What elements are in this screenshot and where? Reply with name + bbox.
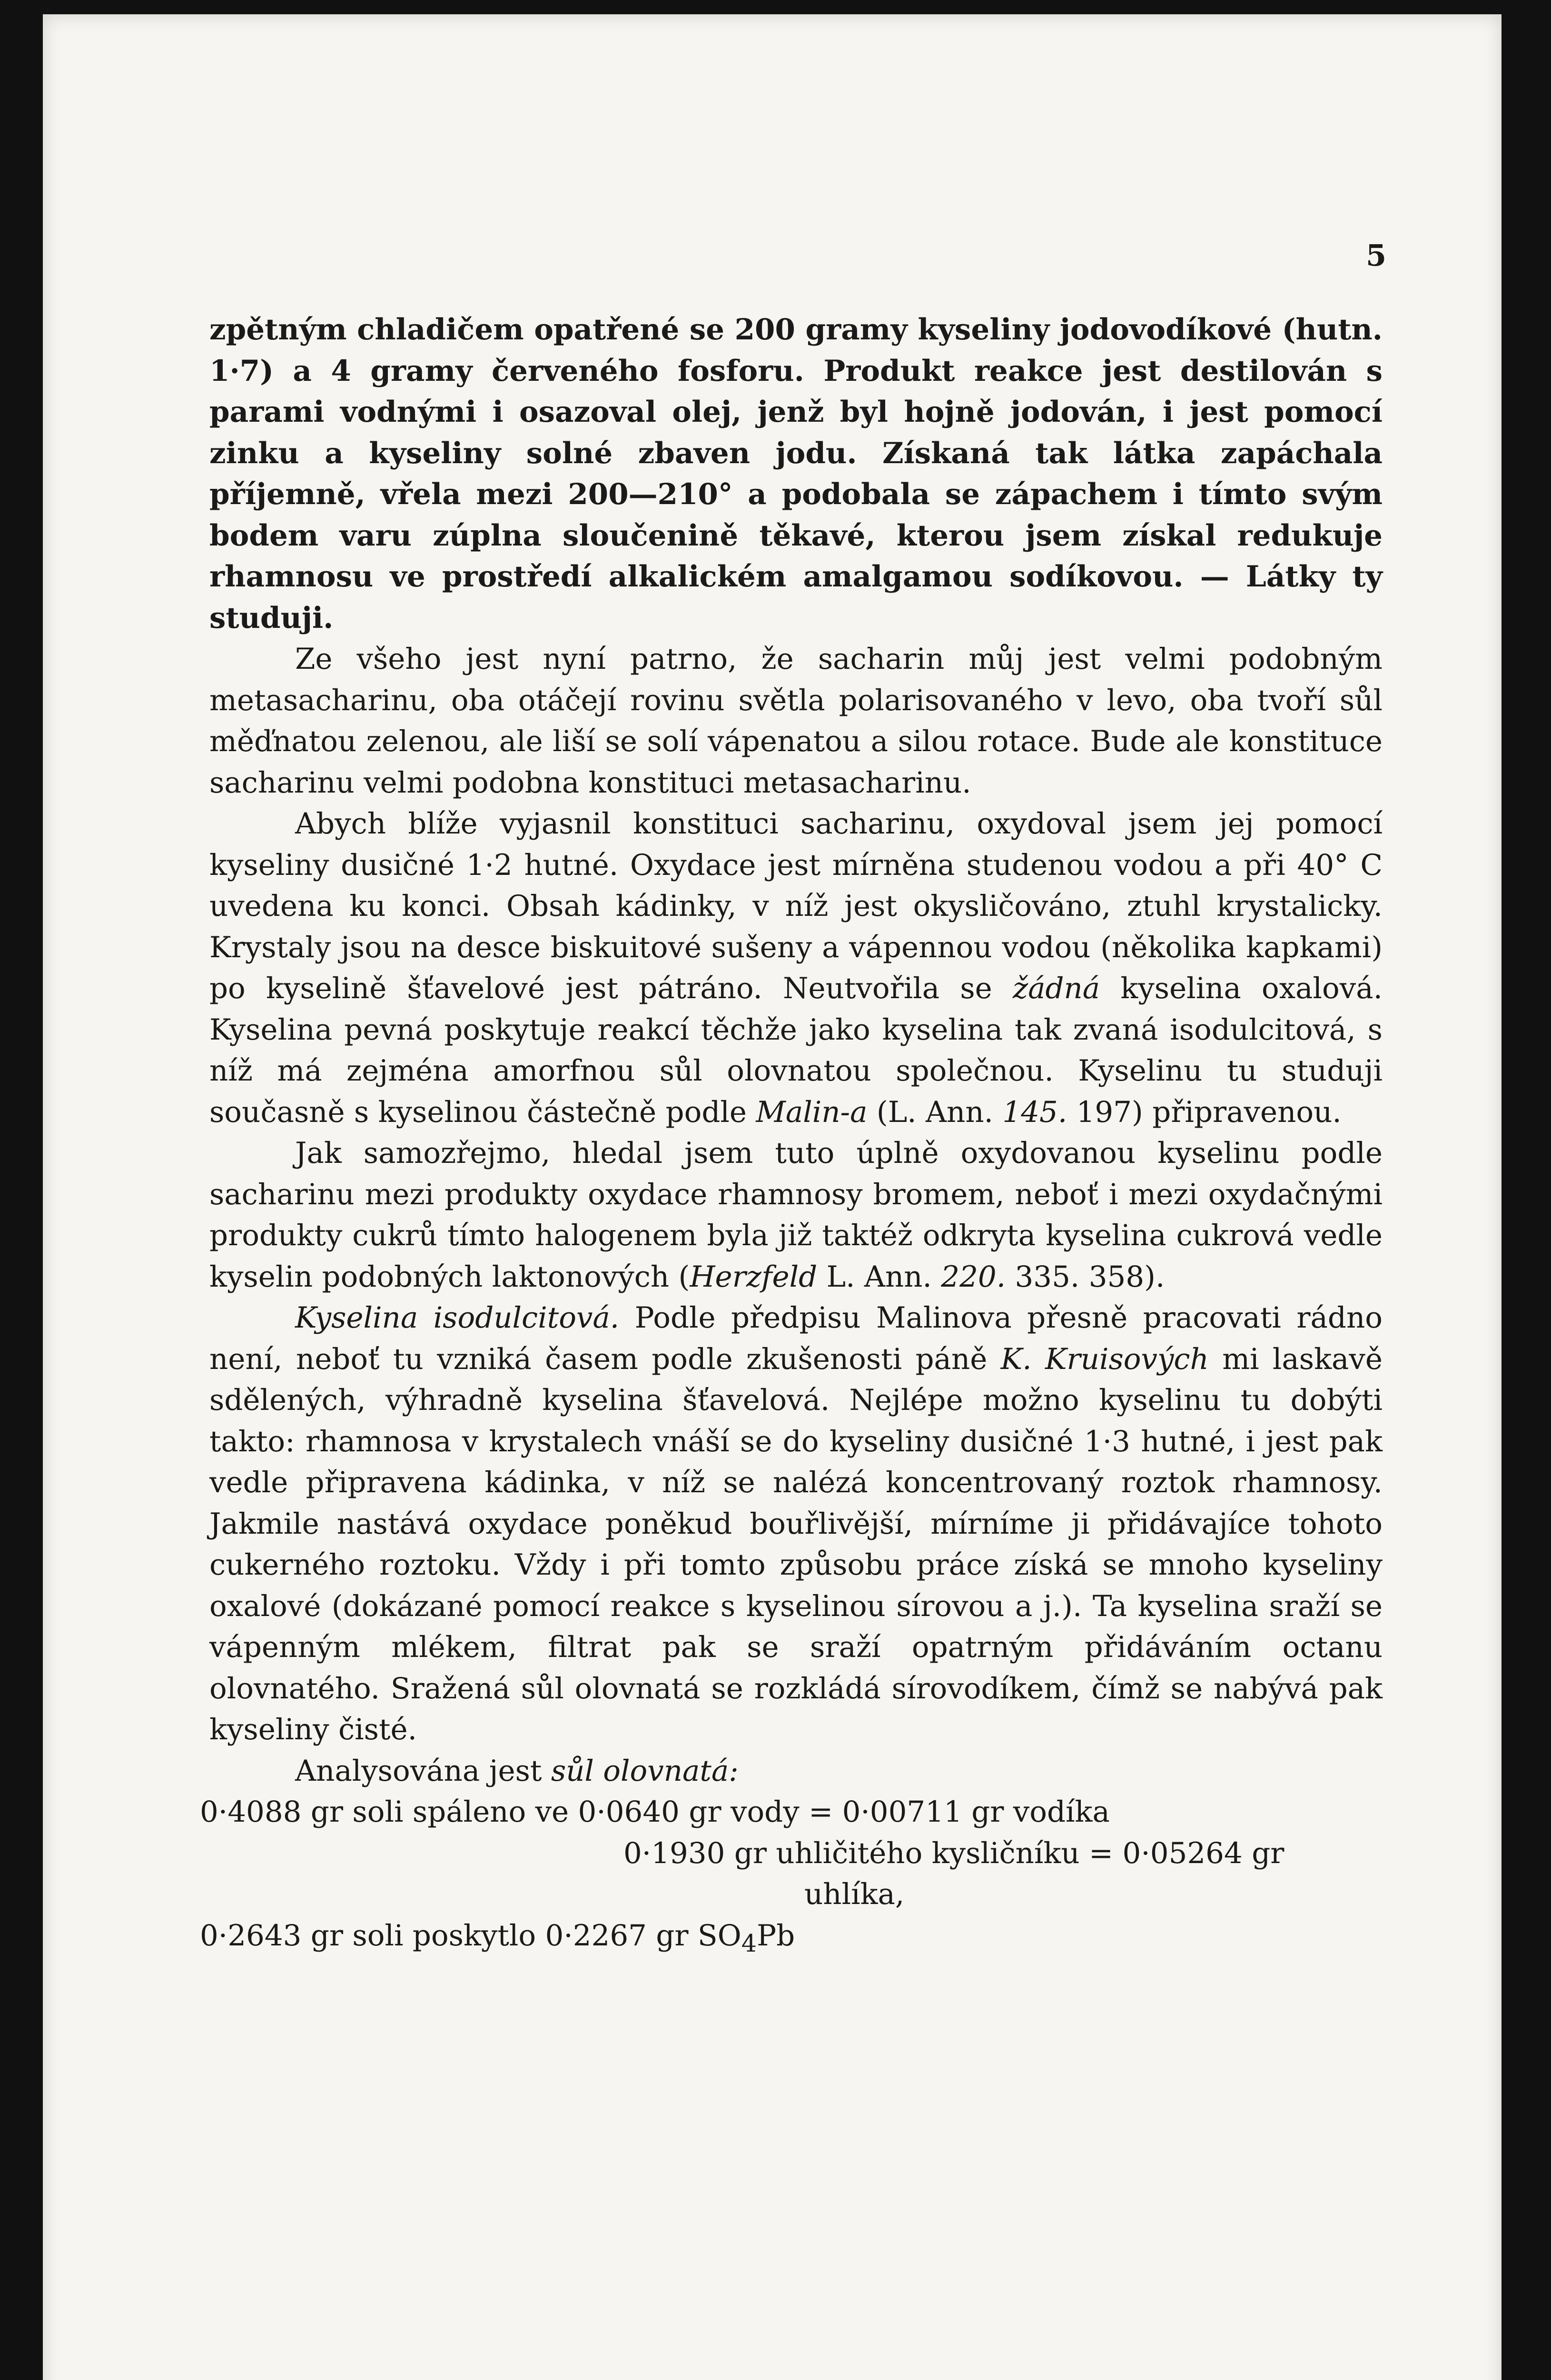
paragraph-5-italic-heading: Kyselina isodulcitová. — [295, 1301, 620, 1335]
paragraph-1: zpětným chladičem opatřené se 200 gramy kyseliny jodovodíkové (hutn. 1·7) a 4 gramy červeného fosforu. Produkt reakce jest destilován s parami vodnými i osazoval olej, jenž byl hojně jodován, i jest pomocí zinku a kyseliny solné zbaven jodu. Získaná tak látka zapáchala příjemně, vřela mezi 200—210° a podobala se zápachem i tímto svým bodem varu zúplna sloučenině těkavé, kterou jsem získal redukuje rhamnosu ve prostředí alkalickém amalgamou sodíkovou. — Látky ty studuji. — [209, 313, 1383, 635]
paragraph-3 — [209, 803, 1383, 1133]
analysis-heading-text: Analysována jest — [295, 1754, 551, 1788]
paragraph-5-text-a: Podle předpisu Malinova přesně pracovati rádno není, neboť tu vzniká časem podle zkušenosti páně — [209, 1301, 1383, 1376]
paragraph-5-text-b: mi laskavě sdělených, výhradně kyselina šťavelová. Nejlépe možno kyselinu tu dobýti takto: rhamnosa v krystalech vnáší se do kyseliny dusičné 1·3 hutné, i jest pak vedle připravena kádinka, v níž se nalézá koncentrovaný roztok rhamnosy. Jakmile nastává oxydace poněkud bouřlivější, mírníme ji přidávajíce tohoto cukerného roztoku. Vždy i při tomto způsobu práce získá se mnoho kyseliny oxalové (dokázané pomocí reakce s kyselinou sírovou a j.). Ta kyselina sraží se vápenným mlékem, filtrat pak se sraží opatrným přidáváním octanu olovnatého. Sražená sůl olovnatá se rozkládá sírovodíkem, čímž se nabývá pak kyseliny čisté. — [209, 1342, 1383, 1746]
paragraph-4-text-b: L. Ann. — [817, 1259, 941, 1294]
paragraph-3-text-d: 197) připravenou. — [1067, 1095, 1342, 1129]
analysis-line-4-text: 0·2643 gr soli poskytlo 0·2267 gr SO — [200, 1918, 741, 1953]
analysis-line-2: 0·1930 gr uhličitého kysličníku = 0·05264 gr — [623, 1836, 1284, 1870]
paragraph-3-text-a: Abych blíže vyjasnil konstituci sacharinu, oxydoval jsem jej pomocí kyseliny dusičné 1·2 hutné. Oxydace jest mírněna studenou vodou a při 40° C uvedena ku konci. Obsah kádinky, v níž jest okysličováno, ztuhl krystalicky. Krystaly jsou na desce biskuitové sušeny a vápennou vodou (několika kapkami) po kyselině šťavelové jest pátráno. Neutvořila se — [209, 807, 1383, 1005]
scanned-page — [43, 14, 1502, 2380]
analysis-line-1: 0·4088 gr soli spáleno ve 0·0640 gr vody = 0·00711 gr vodíka — [200, 1795, 1110, 1829]
paragraph-3-text-c: (L. Ann. — [867, 1095, 1003, 1129]
body-text — [200, 309, 1383, 1964]
analysis-line-4-subscript: 4 — [741, 1929, 757, 1957]
paragraph-3-italic-zadna: žádná — [1012, 972, 1100, 1005]
paragraph-4-italic-herzfeld: Herzfeld — [690, 1259, 818, 1294]
analysis-heading-italic: sůl olovnatá: — [551, 1754, 739, 1788]
paragraph-5-italic-name: K. Kruisových — [1000, 1342, 1209, 1376]
analysis-line-4-suffix: Pb — [757, 1918, 795, 1953]
analysis-section — [200, 1751, 1383, 1964]
paragraph-4-italic-volume: 220. — [941, 1259, 1006, 1294]
paragraph-4-text-c: 335. 358). — [1006, 1259, 1165, 1294]
page-number: 5 — [1366, 238, 1387, 273]
paragraph-3-italic-malina: Malin-a — [756, 1095, 868, 1129]
paragraph-5 — [209, 1298, 1383, 1751]
analysis-line-4 — [200, 1915, 1383, 1964]
analysis-line-3: uhlíka, — [804, 1877, 905, 1911]
paragraph-3-italic-volume: 145. — [1002, 1095, 1067, 1129]
paragraph-2: Ze všeho jest nyní patrno, že sacharin můj jest velmi podobným metasacharinu, oba otáčejí rovinu světla polarisovaného v levo, oba tvoří sůl měďnatou zelenou, ale liší se solí vápenatou a silou rotace. Bude ale konstituce sacharinu velmi podobna konstituci metasacharinu. — [209, 642, 1383, 800]
analysis-heading — [209, 1751, 1383, 1792]
paragraph-4 — [209, 1133, 1383, 1298]
paragraph-4-text-a: Jak samozřejmo, hledal jsem tuto úplně oxydovanou kyselinu podle sacharinu mezi produkty oxydace rhamnosy bromem, neboť i mezi oxydačnými produkty cukrů tímto halogenem byla již taktéž odkryta kyselina cukrová vedle kyselin podobných laktonových ( — [209, 1136, 1383, 1294]
paragraph-3-text-b: kyselina oxalová. Kyselina pevná poskytuje reakcí těchže jako kyselina tak zvaná isodulcitová, s níž má zejména amorfnou sůl olovnatou společnou. Kyselinu tu studuji současně s kyselinou částečně podle — [209, 972, 1383, 1129]
